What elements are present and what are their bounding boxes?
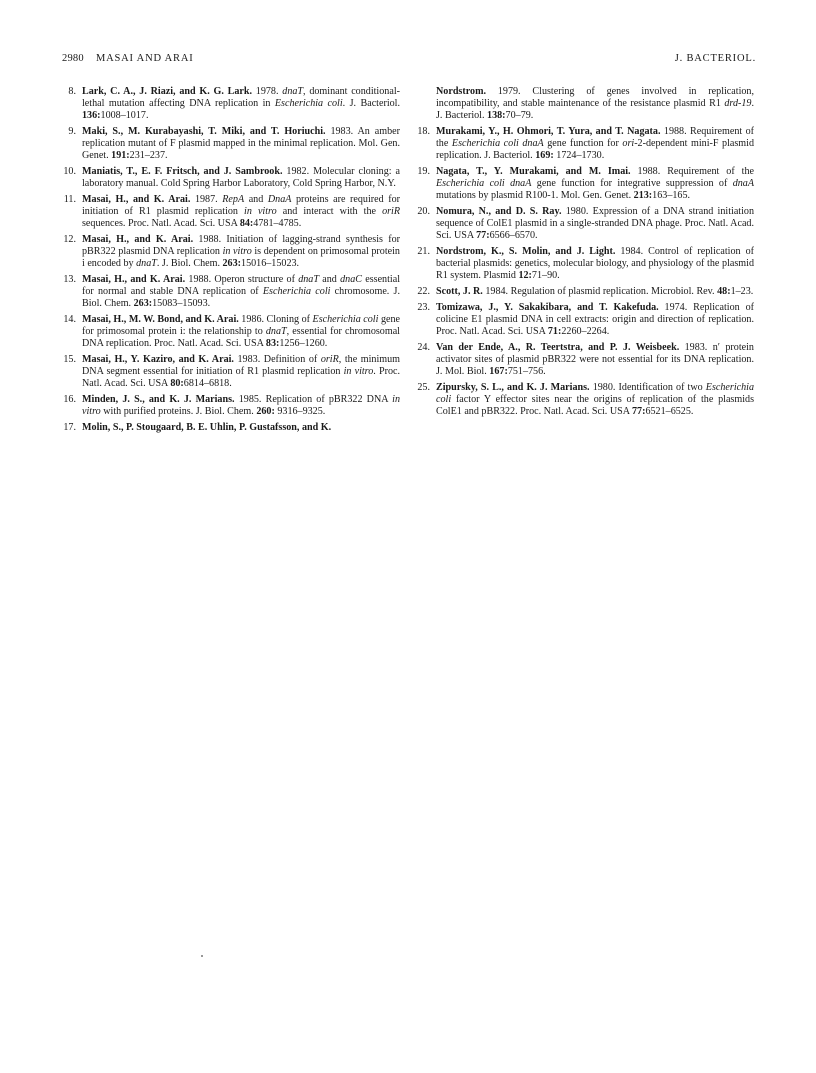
reference-entry [60,314,400,351]
reference-italic-term: Escherichia coli dnaA [451,138,544,150]
reference-authors-or-volume: 138: [487,110,506,122]
reference-text: . Proc. Natl. Acad. Sci. USA [82,366,400,390]
reference-entry [60,166,400,190]
reference-entry [60,194,400,231]
reference-entry [60,394,400,418]
reference-text: 1983. Definition of [233,353,321,365]
reference-authors-or-volume: Nomura, N., and D. S. Ray. [436,206,562,217]
reference-italic-term: dnaT [136,258,157,270]
reference-authors-or-volume: Maki, S., M. Kurabayashi, T. Miki, and T. Horiuchi. [82,126,326,137]
reference-text: is dependent on primosomal protein i encoded by [82,246,400,270]
reference-text: , essential for chromosomal DNA replication. Proc. Natl. Acad. Sci. USA [82,326,400,350]
references-left-column [60,86,400,437]
reference-text: factor Y effector sites near the origins of replication of the plasmids ColE1 and pBR322. Proc. Natl. Acad. Sci. USA [436,393,754,417]
reference-italic-term: dnaT [282,86,304,97]
reference-text: 1988. Requirement of the [630,166,754,177]
reference-entry [414,206,754,243]
reference-number: 12. [63,233,76,245]
reference-text: 1987. [190,193,223,205]
running-authors: MASAI AND ARAI [96,53,194,64]
reference-authors-or-volume: 77: [631,406,646,417]
reference-authors-or-volume: Murakami, Y., H. Ohmori, T. Yura, and T. Nagata. [436,126,661,137]
reference-authors-or-volume: 71: [547,326,562,337]
reference-authors-or-volume: 48: [717,286,731,297]
reference-authors-or-volume: Zipursky, S. L., and K. J. Marians. [436,381,590,393]
reference-text: . J. Bacteriol. [436,98,754,122]
reference-text: gene function for integrative suppression of [531,178,733,190]
reference-text: 6814–6818. [183,378,232,390]
running-journal: J. BACTERIOL. [674,53,756,64]
reference-number: 13. [63,273,76,285]
reference-italic-term: in vitro [244,206,277,217]
reference-text: and interact with the [276,206,383,217]
reference-entry [414,126,754,163]
reference-number: 15. [63,353,76,365]
reference-authors-or-volume: Nagata, T., Y. Murakami, and M. Imai. [436,166,631,177]
reference-text: 15016–15023. [241,258,300,270]
references-right-column [414,86,754,422]
reference-number: 9. [68,126,76,137]
reference-authors-or-volume: Nordstrom, K., S. Molin, and J. Light. [436,246,616,257]
reference-italic-term: in vitro [222,246,252,257]
speck-mark [201,955,203,957]
reference-text: 1979. Clustering of genes involved in replication, incompatibility, and stable maintenance of the resistance plasmid R1 [436,86,754,110]
reference-authors-or-volume: Maniatis, T., E. F. Fritsch, and J. Sambrook. [82,166,283,177]
reference-authors-or-volume: Minden, J. S., and K. J. Marians. [82,393,235,405]
reference-italic-term: dnaT [265,326,287,337]
reference-entry [414,86,754,123]
page-number: 2980 [62,53,84,64]
reference-text: 1984. Regulation of plasmid replication. Microbiol. Rev. [482,286,718,297]
reference-text: 1988. Operon structure of [185,273,299,285]
reference-authors-or-volume: 263: [133,298,153,310]
reference-text: 1980. Expression of a DNA strand initiation sequence of ColE1 plasmid in a single-stranded DNA phage. Proc. Natl. Acad. Sci. USA [436,206,754,242]
reference-text: proteins are required for initiation of R1 plasmid replication [82,193,400,217]
reference-text: chromosome. J. Biol. Chem. [82,286,400,310]
reference-number: 24. [417,341,430,353]
reference-entry [60,274,400,311]
reference-text: 1256–1260. [279,338,328,350]
reference-text: . J. Biol. Chem. [156,258,223,270]
reference-authors-or-volume: 167: [489,366,508,377]
reference-text: 70–79. [505,110,534,122]
reference-authors-or-volume: 169: [535,150,554,162]
reference-italic-term: dnaT [298,273,319,285]
reference-text: 1978. [252,86,283,97]
reference-number: 25. [417,381,430,393]
reference-number: 11. [63,193,76,205]
reference-text: 1724–1730. [553,150,605,162]
reference-number: 8. [68,86,76,97]
reference-text: 1974. Replication of colicine E1 plasmid DNA in cell extracts: origin and direction of replication. Proc. Natl. Acad. Sci. USA [436,301,754,337]
reference-text: 231–237. [129,150,168,162]
reference-text: . J. Bacteriol. [342,98,401,110]
reference-text: , dominant conditional-lethal mutation affecting DNA replication in [82,86,400,110]
reference-entry [414,342,754,379]
reference-text: 1983. An amber replication mutant of F plasmid mapped in the minimal replication. Mol. Gen. Genet. [82,126,400,162]
reference-italic-term: in vitro [82,393,400,417]
reference-authors-or-volume: 191: [111,150,130,162]
reference-authors-or-volume: 12: [518,270,532,282]
reference-text: -2-dependent mini-F plasmid replication. J. Bacteriol. [436,138,755,162]
reference-text: 9316–9325. [274,406,326,417]
reference-text: 1984. Control of replication of bacterial plasmids: genetics, molecular biology, and physiology of the plasmid R1 system. Plasmid [436,246,754,282]
reference-authors-or-volume: 260: [256,406,275,417]
reference-authors-or-volume: Scott, J. R. [436,286,483,297]
reference-text: 2260–2264. [561,326,610,337]
reference-italic-term: oriR [320,353,339,365]
reference-number: 17. [63,421,76,433]
reference-authors-or-volume: Masai, H., Y. Kaziro, and K. Arai. [82,353,234,365]
reference-italic-term: dnaA [732,178,755,190]
reference-number: 19. [417,166,430,177]
reference-entry [414,286,754,298]
reference-authors-or-volume: Molin, S., P. Stougaard, B. E. Uhlin, P. Gustafsson, and K. [82,421,332,433]
reference-authors-or-volume: 263: [222,258,242,270]
reference-text: 1982. Molecular cloning: a laboratory manual. Cold Spring Harbor Laboratory, Cold Spring Harbor, N.Y. [82,166,400,190]
reference-text: 15083–15093. [152,298,211,310]
reference-entry [414,302,754,339]
reference-text: 6521–6525. [645,406,694,417]
reference-entry [60,126,400,163]
reference-number: 20. [417,206,430,217]
reference-entry [414,166,754,203]
reference-authors-or-volume: Masai, H., and K. Arai. [82,193,191,205]
reference-entry [414,246,754,283]
reference-text: 1983. n′ protein activator sites of plasmid pBR322 were not essential for its DNA replication. J. Mol. Biol. [436,341,754,377]
reference-italic-term: dnaC [340,273,362,285]
reference-italic-term: ori [622,138,635,150]
reference-number: 16. [63,393,76,405]
reference-authors-or-volume: Nordstrom. [436,86,486,97]
reference-text: essential for normal and stable DNA replication of [82,273,400,297]
reference-text: gene function for [543,138,623,150]
reference-number: 22. [417,286,430,297]
reference-text: 751–756. [507,366,546,377]
reference-authors-or-volume: Lark, C. A., J. Riazi, and K. G. Lark. [82,86,253,97]
reference-authors-or-volume: 80: [170,378,184,390]
reference-text: , the minimum DNA segment essential for initiation of R1 plasmid replication [82,353,400,377]
reference-text: 6566–6570. [489,230,538,242]
reference-italic-term: in vitro [343,366,374,377]
reference-italic-term: drd-19 [724,98,752,110]
reference-text: 163–165. [652,190,691,202]
reference-text: 71–90. [531,270,560,282]
reference-entry [414,382,754,419]
reference-text: with purified proteins. J. Biol. Chem. [100,406,257,417]
reference-authors-or-volume: 84: [239,218,254,230]
reference-number: 14. [63,313,76,325]
reference-number: 18. [417,126,430,137]
reference-authors-or-volume: Masai, H., M. W. Bond, and K. Arai. [82,313,239,325]
reference-authors-or-volume: 213: [633,190,653,202]
reference-text: 1985. Replication of pBR322 DNA [234,393,393,405]
reference-number: 21. [417,246,430,257]
reference-text: mutations by plasmid R100-1. Mol. Gen. Genet. [436,190,634,202]
running-header [62,53,756,69]
reference-authors-or-volume: Van der Ende, A., R. Teertstra, and P. J. Weisbeek. [436,341,680,353]
reference-italic-term: DnaA [267,193,292,205]
reference-text: 1980. Identification of two [589,381,706,393]
reference-text: 1986. Cloning of [238,313,313,325]
reference-text: 1988. Initiation of lagging-strand synthesis for pBR322 plasmid DNA replication [82,233,400,257]
reference-entry [60,354,400,391]
reference-text: and [318,273,341,285]
reference-text: 1–23. [730,286,754,297]
reference-authors-or-volume: 136: [82,110,101,122]
reference-authors-or-volume: Masai, H., and K. Arai. [82,233,194,245]
reference-italic-term: RepA [222,193,245,205]
reference-text: 1988. Requirement of the [436,126,754,150]
reference-authors-or-volume: Masai, H., and K. Arai. [82,273,186,285]
reference-text: 1008–1017. [100,110,149,122]
reference-text: and [244,193,268,205]
reference-authors-or-volume: 77: [476,230,490,242]
reference-authors-or-volume: 83: [265,338,280,350]
reference-italic-term: Escherichia coli dnaA [436,178,532,190]
reference-number: 10. [63,166,76,177]
reference-number: 23. [417,301,430,313]
reference-entry [60,234,400,271]
reference-italic-term: Escherichia coli [436,381,755,405]
reference-italic-term: Escherichia coli [274,98,343,110]
reference-text: 4781–4785. [253,218,302,230]
reference-entry [60,422,400,434]
reference-text: sequences. Proc. Natl. Acad. Sci. USA [82,218,240,230]
reference-text: gene for primosomal protein i: the relationship to [82,313,401,337]
reference-entry [60,86,400,123]
reference-italic-term: Escherichia coli [262,286,331,297]
reference-italic-term: oriR [382,206,401,217]
reference-authors-or-volume: Tomizawa, J., Y. Sakakibara, and T. Kakefuda. [436,301,659,313]
reference-italic-term: Escherichia coli [312,313,379,325]
